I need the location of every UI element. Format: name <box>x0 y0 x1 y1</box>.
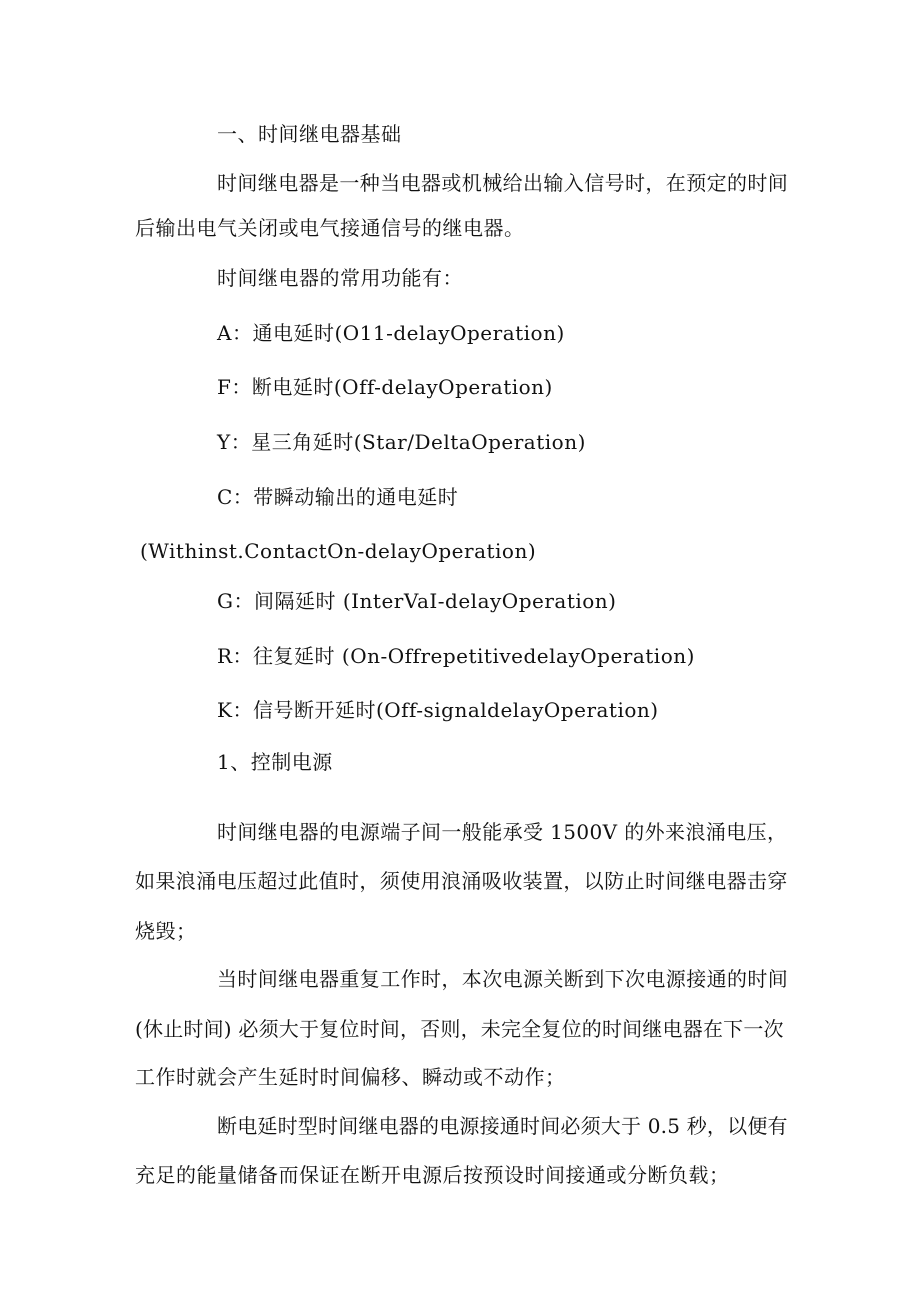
para-2-line-1: 当时间继电器重复工作时，本次电源关断到下次电源接通的时间 <box>217 967 789 991</box>
para-1-line-2: 如果浪涌电压超过此值时，须使用浪涌吸收装置，以防止时间继电器击穿 <box>135 869 788 893</box>
function-item-g: G：间隔延时 (InterVaI-delayOperation) <box>217 589 617 613</box>
para-1-line-1: 时间继电器的电源端子间一般能承受 1500V 的外来浪涌电压， <box>217 820 788 844</box>
section-1-title: 1、控制电源 <box>217 750 333 774</box>
functions-intro: 时间继电器的常用功能有： <box>217 266 463 290</box>
function-item-c: C：带瞬动输出的通电延时 <box>217 485 459 509</box>
function-item-k: K：信号断开延时(Off-signaldelayOperation) <box>217 698 659 722</box>
section-heading: 一、时间继电器基础 <box>217 122 402 146</box>
function-item-c-english: (Withinst.ContactOn-delayOperation) <box>140 539 537 563</box>
para-2-line-2: (休止时间) 必须大于复位时间，否则，未完全复位的时间继电器在下一次 <box>135 1017 784 1041</box>
para-3-line-2: 充足的能量储备而保证在断开电源后按预设时间接通或分断负载； <box>135 1163 730 1187</box>
intro-line-2: 后输出电气关闭或电气接通信号的继电器。 <box>135 216 525 240</box>
function-item-r: R：往复延时 (On-OffrepetitivedelayOperation) <box>217 644 695 668</box>
para-1-line-3: 烧毁； <box>135 919 197 943</box>
function-item-a: A：通电延时(O11-delayOperation) <box>217 321 565 345</box>
intro-line-1: 时间继电器是一种当电器或机械给出输入信号时，在预定的时间 <box>217 171 789 195</box>
para-2-line-3: 工作时就会产生延时时间偏移、瞬动或不动作； <box>135 1065 566 1089</box>
function-item-y: Y：星三角延时(Star/DeltaOperation) <box>217 430 586 454</box>
para-3-line-1: 断电延时型时间继电器的电源接通时间必须大于 0.5 秒，以便有 <box>217 1114 788 1138</box>
function-item-f: F：断电延时(Off-delayOperation) <box>217 375 553 399</box>
